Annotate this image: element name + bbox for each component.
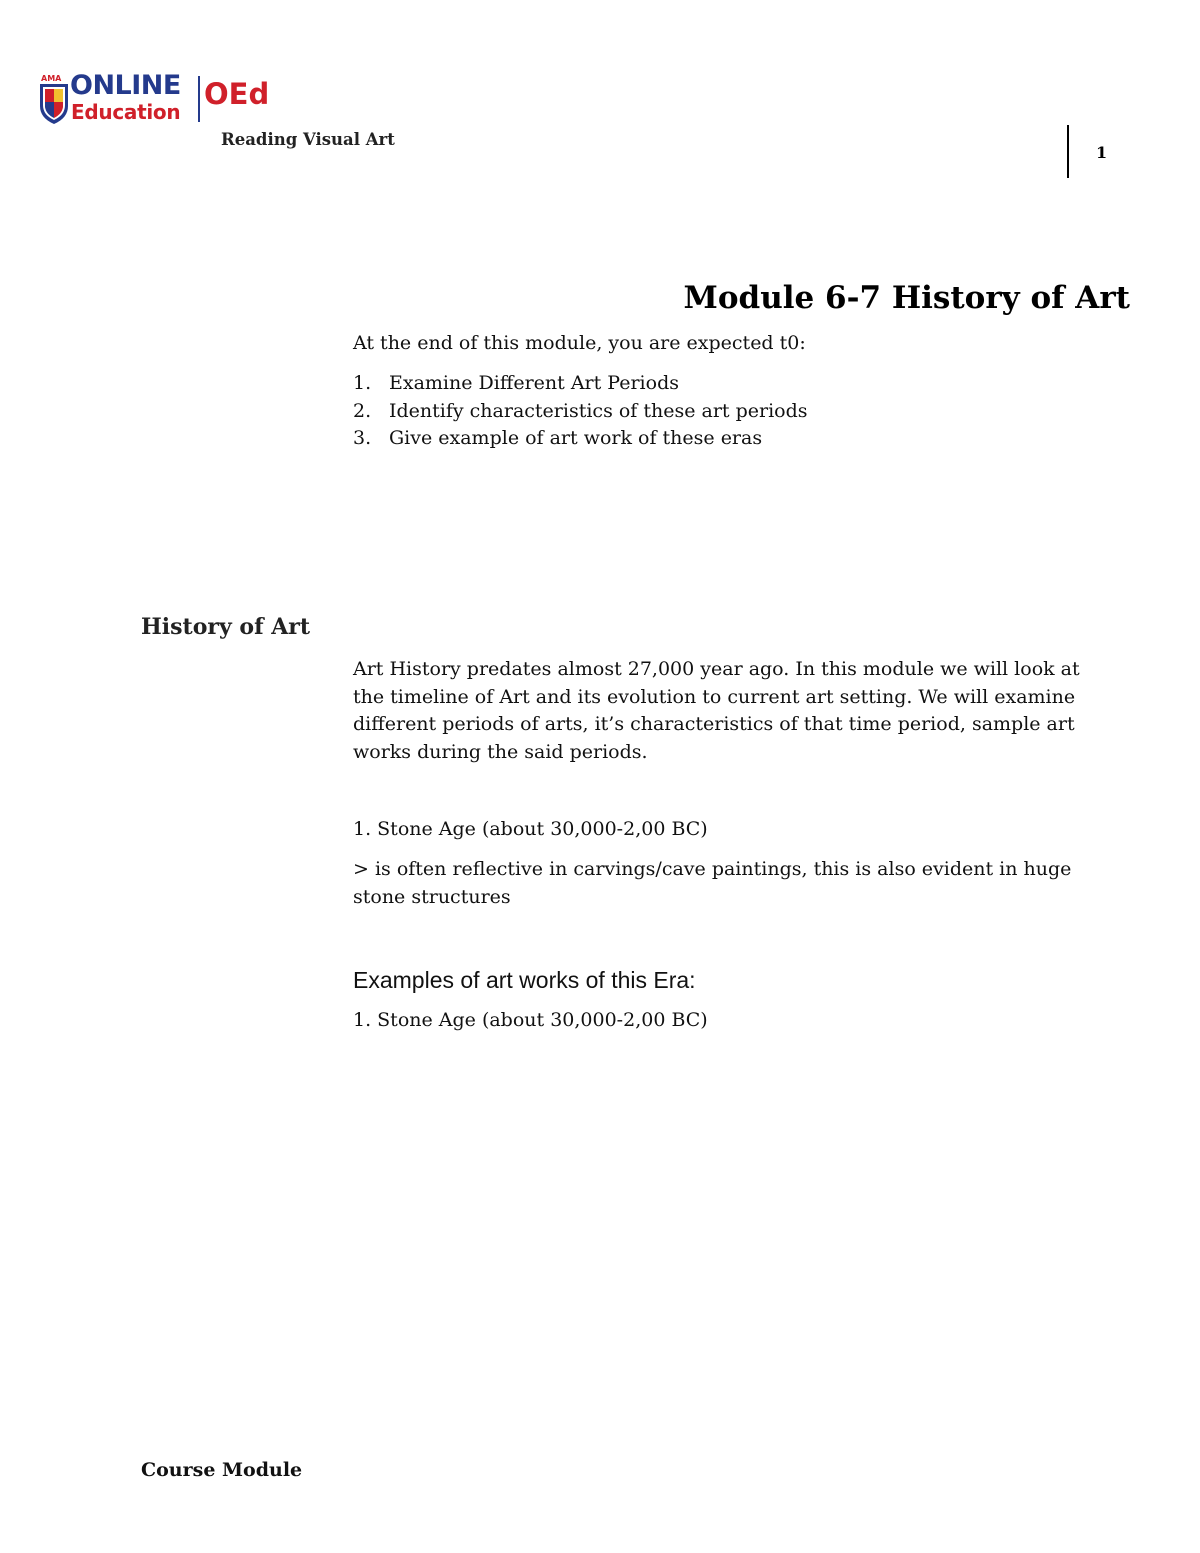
logo-oed-mark: OEd bbox=[204, 77, 270, 111]
example-item: 1. Stone Age (about 30,000-2,00 BC) bbox=[353, 1009, 708, 1031]
list-item-text: Examine Different Art Periods bbox=[389, 372, 679, 394]
list-number: 3. bbox=[353, 427, 372, 449]
logo-online-text: ONLINE bbox=[70, 70, 181, 101]
svg-text:AMA: AMA bbox=[41, 74, 62, 83]
era-description: > is often reflective in carvings/cave paintings, this is also evident in huge stone structures bbox=[353, 858, 1072, 908]
header-title: Reading Visual Art bbox=[221, 130, 395, 149]
objectives-list bbox=[353, 370, 808, 453]
page-number-rule bbox=[1067, 125, 1069, 178]
examples-heading: Examples of art works of this Era: bbox=[353, 967, 696, 993]
list-item-text: Give example of art work of these eras bbox=[389, 427, 763, 449]
list-item-text: Identify characteristics of these art periods bbox=[389, 399, 808, 422]
page-number: 1 bbox=[1096, 143, 1108, 162]
list-number: 2. bbox=[353, 399, 372, 422]
era-heading: 1. Stone Age (about 30,000-2,00 BC) bbox=[353, 818, 708, 840]
list-item bbox=[353, 370, 808, 398]
list-item bbox=[353, 425, 808, 453]
section-heading: History of Art bbox=[141, 614, 311, 640]
intro-text: At the end of this module, you are expected t0: bbox=[353, 332, 806, 354]
list-item bbox=[353, 398, 808, 426]
ama-shield-icon bbox=[38, 72, 70, 126]
logo-divider bbox=[198, 76, 200, 122]
list-number: 1. bbox=[353, 372, 372, 394]
logo-education-text: Education bbox=[71, 100, 181, 124]
module-title: Module 6-7 History of Art bbox=[683, 280, 1130, 316]
intro-paragraph: Art History predates almost 27,000 year ago. In this module we will look at the timeline of Art and its evolution to current art setting. We will examine different periods of arts, it’s characteristics of that time period, sample art works during the said periods. bbox=[353, 658, 1080, 763]
brand-logo bbox=[38, 72, 278, 128]
footer-label: Course Module bbox=[141, 1459, 303, 1481]
